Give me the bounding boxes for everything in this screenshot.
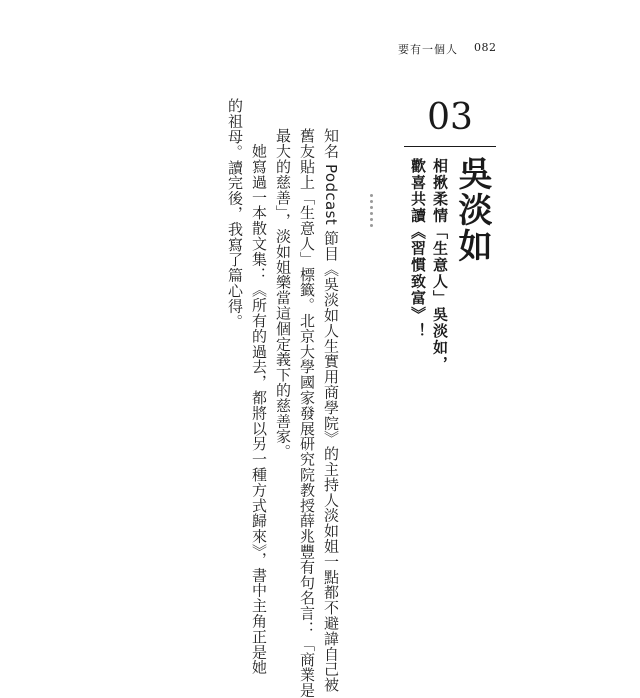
body-text-column: 最大的慈善」，淡如姐樂當這個定義下的慈善家。: [274, 128, 292, 460]
chapter-divider-rule: [404, 146, 496, 147]
body-text-column: 舊友貼上「生意人」標籤。北京大學國家發展研究院教授薛兆豐有句名言：「商業是: [298, 128, 316, 698]
chapter-title: 吳淡如: [452, 156, 492, 264]
body-text-column: 的祖母。讀完後，我寫了篇心得。: [226, 98, 244, 329]
chapter-number: 03: [427, 97, 473, 138]
running-header-title: 要有一個人: [398, 43, 458, 56]
body-text-column: 她寫過一本散文集：《所有的過去，都將以另一種方式歸來》，書中主角正是她: [250, 128, 268, 675]
page-number: 082: [474, 41, 497, 54]
body-text-column: 知名 Podcast 節目《吳淡如人生實用商學院》的主持人淡如姐一點都不避諱自己被: [322, 128, 340, 693]
chapter-subtitle-line-1: 相揪柔情「生意人」吳淡如，: [431, 158, 449, 373]
chapter-subtitle-line-2: 歡喜共讀《習慣致富》！: [409, 158, 427, 340]
decorative-dot-ornament: [368, 194, 374, 227]
